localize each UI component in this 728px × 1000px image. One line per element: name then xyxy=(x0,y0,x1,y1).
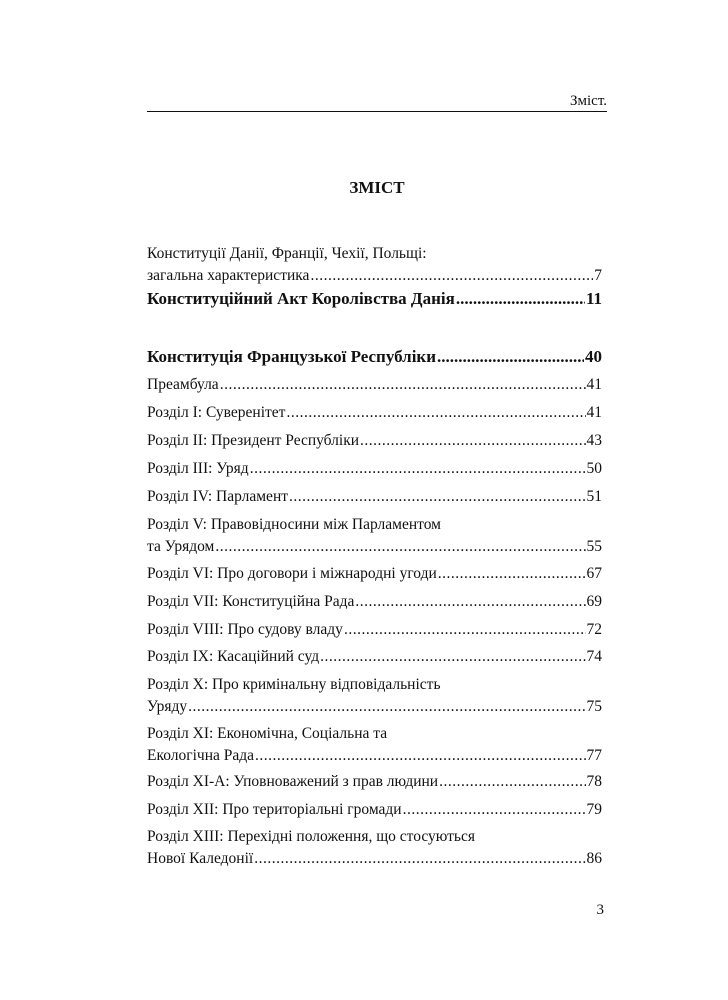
toc-entry[interactable] xyxy=(147,591,602,613)
toc-entry-page: 75 xyxy=(586,698,602,715)
toc-entry[interactable] xyxy=(147,619,602,641)
dot-leader xyxy=(254,848,585,870)
toc-entry-page: 69 xyxy=(586,593,602,610)
dot-leader xyxy=(344,619,586,641)
toc-entry[interactable] xyxy=(147,346,602,368)
dot-leader xyxy=(215,536,585,558)
dot-leader xyxy=(360,430,585,452)
dot-leader xyxy=(437,346,584,368)
toc-entry[interactable] xyxy=(147,402,602,424)
toc-entry-title-line1: Конституції Данії, Франції, Чехії, Польщі: xyxy=(147,245,427,262)
toc-entry-page: 79 xyxy=(586,801,602,818)
dot-leader xyxy=(188,696,585,718)
toc-entry-page: 72 xyxy=(586,621,602,638)
toc-entry[interactable] xyxy=(147,243,602,287)
toc-entry-page: 77 xyxy=(586,747,602,764)
toc-entry-title: Розділ XII: Про територіальні громади xyxy=(147,801,402,818)
toc-entry[interactable] xyxy=(147,430,602,452)
toc-entry-page: 7 xyxy=(594,267,602,284)
header-rule xyxy=(147,111,607,112)
toc-entry-title-line1: Розділ XI: Економічна, Соціальна та xyxy=(147,725,388,742)
toc-entry[interactable] xyxy=(147,723,602,767)
toc-entry-title: Розділ VI: Про договори і міжнародні угоди xyxy=(147,565,437,582)
toc-entry[interactable] xyxy=(147,374,602,396)
dot-leader xyxy=(310,265,593,287)
toc-entry[interactable] xyxy=(147,288,602,310)
dot-leader xyxy=(255,745,585,767)
toc-entry[interactable] xyxy=(147,563,602,585)
dot-leader xyxy=(220,374,586,396)
toc-entry[interactable] xyxy=(147,771,602,793)
toc-entry-title-line1: Розділ V: Правовідносини між Парламентом xyxy=(147,516,441,533)
toc-entry[interactable] xyxy=(147,799,602,821)
toc-entry[interactable] xyxy=(147,646,602,668)
toc-entry-title: Розділ IX: Касаційний суд xyxy=(147,648,320,665)
toc-entry-title: Уряду xyxy=(147,698,188,715)
dot-leader xyxy=(286,402,585,424)
toc-entry-title: Розділ XI-A: Уповноважений з прав людини xyxy=(147,773,439,790)
toc-entry-title: Преамбула xyxy=(147,376,219,393)
toc-entry[interactable] xyxy=(147,674,602,718)
toc-entry-page: 86 xyxy=(586,850,602,867)
toc-entry[interactable] xyxy=(147,458,602,480)
toc-entry-title-line1: Розділ XIII: Перехідні положення, що стосуються xyxy=(147,828,475,845)
toc-entry-page: 40 xyxy=(585,347,602,366)
toc-entry[interactable] xyxy=(147,826,602,870)
toc-entry-page: 43 xyxy=(586,432,602,449)
dot-leader xyxy=(403,799,586,821)
toc-entry-page: 55 xyxy=(586,538,602,555)
toc-entry-page: 41 xyxy=(586,404,602,421)
toc-entry-title: та Урядом xyxy=(147,538,215,555)
page-number: 3 xyxy=(596,902,604,918)
toc-entry-title: Конституційний Акт Королівства Данія xyxy=(147,289,455,308)
toc-entry-page: 78 xyxy=(586,773,602,790)
toc-entry-title: Розділ III: Уряд xyxy=(147,460,249,477)
dot-leader xyxy=(320,646,585,668)
toc-entry-title: Конституція Французької Республіки xyxy=(147,347,437,366)
dot-leader xyxy=(438,563,586,585)
toc-entry-page: 67 xyxy=(586,565,602,582)
toc-entry-title: Екологічна Рада xyxy=(147,747,255,764)
toc-entry-title-line1: Розділ X: Про кримінальну відповідальність xyxy=(147,676,441,693)
running-header: Зміст. xyxy=(569,93,607,109)
toc-entry-title: Розділ I: Суверенітет xyxy=(147,404,286,421)
toc-entry[interactable] xyxy=(147,486,602,508)
toc-entry-title: Розділ VII: Конституційна Рада xyxy=(147,593,355,610)
toc-entry-page: 41 xyxy=(586,376,602,393)
dot-leader xyxy=(456,288,585,310)
toc-entry-page: 74 xyxy=(586,648,602,665)
dot-leader xyxy=(439,771,585,793)
dot-leader xyxy=(289,486,585,508)
toc-entry[interactable] xyxy=(147,514,602,558)
toc-entry-page: 50 xyxy=(586,460,602,477)
toc-entry-page: 51 xyxy=(586,488,602,505)
dot-leader xyxy=(355,591,585,613)
dot-leader xyxy=(250,458,586,480)
toc-entry-title: загальна характеристика xyxy=(147,267,310,284)
toc-entry-title: Розділ IV: Парламент xyxy=(147,488,289,505)
toc-entry-title: Розділ II: Президент Республіки xyxy=(147,432,360,449)
toc-entry-title: Розділ VIII: Про судову владу xyxy=(147,621,343,638)
toc-title: ЗМІСТ xyxy=(349,178,405,197)
toc-entry-title: Нової Каледонії xyxy=(147,850,254,867)
toc-entry-page: 11 xyxy=(585,289,602,308)
